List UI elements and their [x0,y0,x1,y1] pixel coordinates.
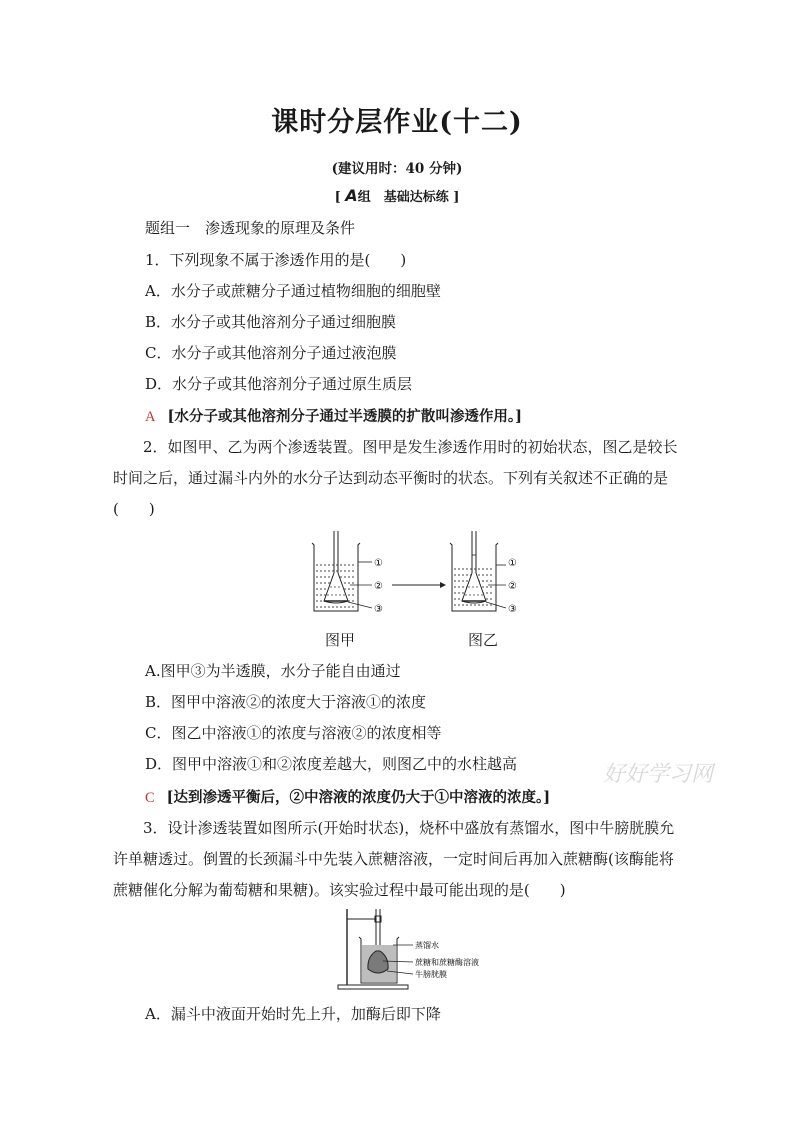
q1-option-c: C．水分子或其他溶剂分子通过液泡膜 [145,344,397,362]
group-tag-label: 组 基础达标练 [357,190,449,205]
label-bladder-membrane: 牛膀胱膜 [415,970,447,979]
section-heading: 题组一 渗透现象的原理及条件 [145,219,356,237]
q3-stem: 3．设计渗透装置如图所示(开始时状态)，烧杯中盛放有蒸馏水，图中牛膀胱膜允许单糖透过。倒置的长颈漏斗中先装入蔗糖溶液，一定时间后再加入蔗糖酶(该酶能将蔗糖催化分解为葡萄糖和果糖)。该实验过程中最可能出现的是( ) [113,819,675,899]
q2-option-a: A.图甲③为半透膜，水分子能自由通过 [145,662,401,680]
marker-3-right: ③ [508,604,517,615]
q2-option-b: B．图甲中溶液②的浓度大于溶液①的浓度 [145,693,427,711]
q2-answer [145,786,550,807]
beaker-left [312,531,383,615]
beaker-right [450,531,517,615]
group-tag-open: [ [334,190,341,205]
q2-answer-letter: C [145,790,155,806]
osmosis-figure [300,525,530,620]
group-tag [0,186,794,205]
q2-option-d: D．图甲中溶液①和②浓度差越大，则图乙中的水柱越高 [145,755,518,773]
q2-stem: 2．如图甲、乙为两个渗透装置。图甲是发生渗透作用时的初始状态，图乙是较长时间之后，通过漏斗内外的水分子达到动态平衡时的状态。下列有关叙述不正确的是( ) [113,438,678,518]
page-title: 课时分层作业(十二) [271,107,523,138]
q1-answer-text: [水分子或其他溶剂分子通过半透膜的扩散叫渗透作用。] [167,408,522,425]
watermark: 好好学习网 [603,762,714,787]
q1-answer-letter: A [145,409,156,425]
suggested-time: (建议用时：40 分钟) [331,161,463,177]
arrow-icon [392,582,446,588]
q3-option-a: A．漏斗中液面开始时先上升，加酶后即下降 [145,1005,441,1023]
fig-label-jia: 图甲 [325,631,356,649]
marker-1-left: ① [374,558,383,569]
marker-1-right: ① [508,558,517,569]
label-sucrose-enzyme: 蔗糖和蔗糖酶溶液 [415,958,479,967]
q1-option-b: B．水分子或其他溶剂分子通过细胞膜 [145,313,397,331]
marker-2-right: ② [508,581,517,592]
label-distilled-water: 蒸馏水 [415,941,439,950]
q1-stem: 1．下列现象不属于渗透作用的是( ) [145,251,407,269]
q2-option-c: C．图乙中溶液①的浓度与溶液②的浓度相等 [145,724,442,742]
marker-3-left: ③ [374,604,383,615]
group-tag-close: ] [453,190,460,205]
marker-2-left: ② [374,581,383,592]
fig-label-yi: 图乙 [468,631,499,649]
q3-apparatus-figure [335,907,495,992]
q2-answer-text: [达到渗透平衡后，②中溶液的浓度仍大于①中溶液的浓度。] [166,789,551,806]
q1-answer [145,405,522,426]
group-a-icon: A [345,186,358,205]
q1-option-a: A．水分子或蔗糖分子通过植物细胞的细胞壁 [145,282,441,300]
q1-option-d: D．水分子或其他溶剂分子通过原生质层 [145,375,413,393]
